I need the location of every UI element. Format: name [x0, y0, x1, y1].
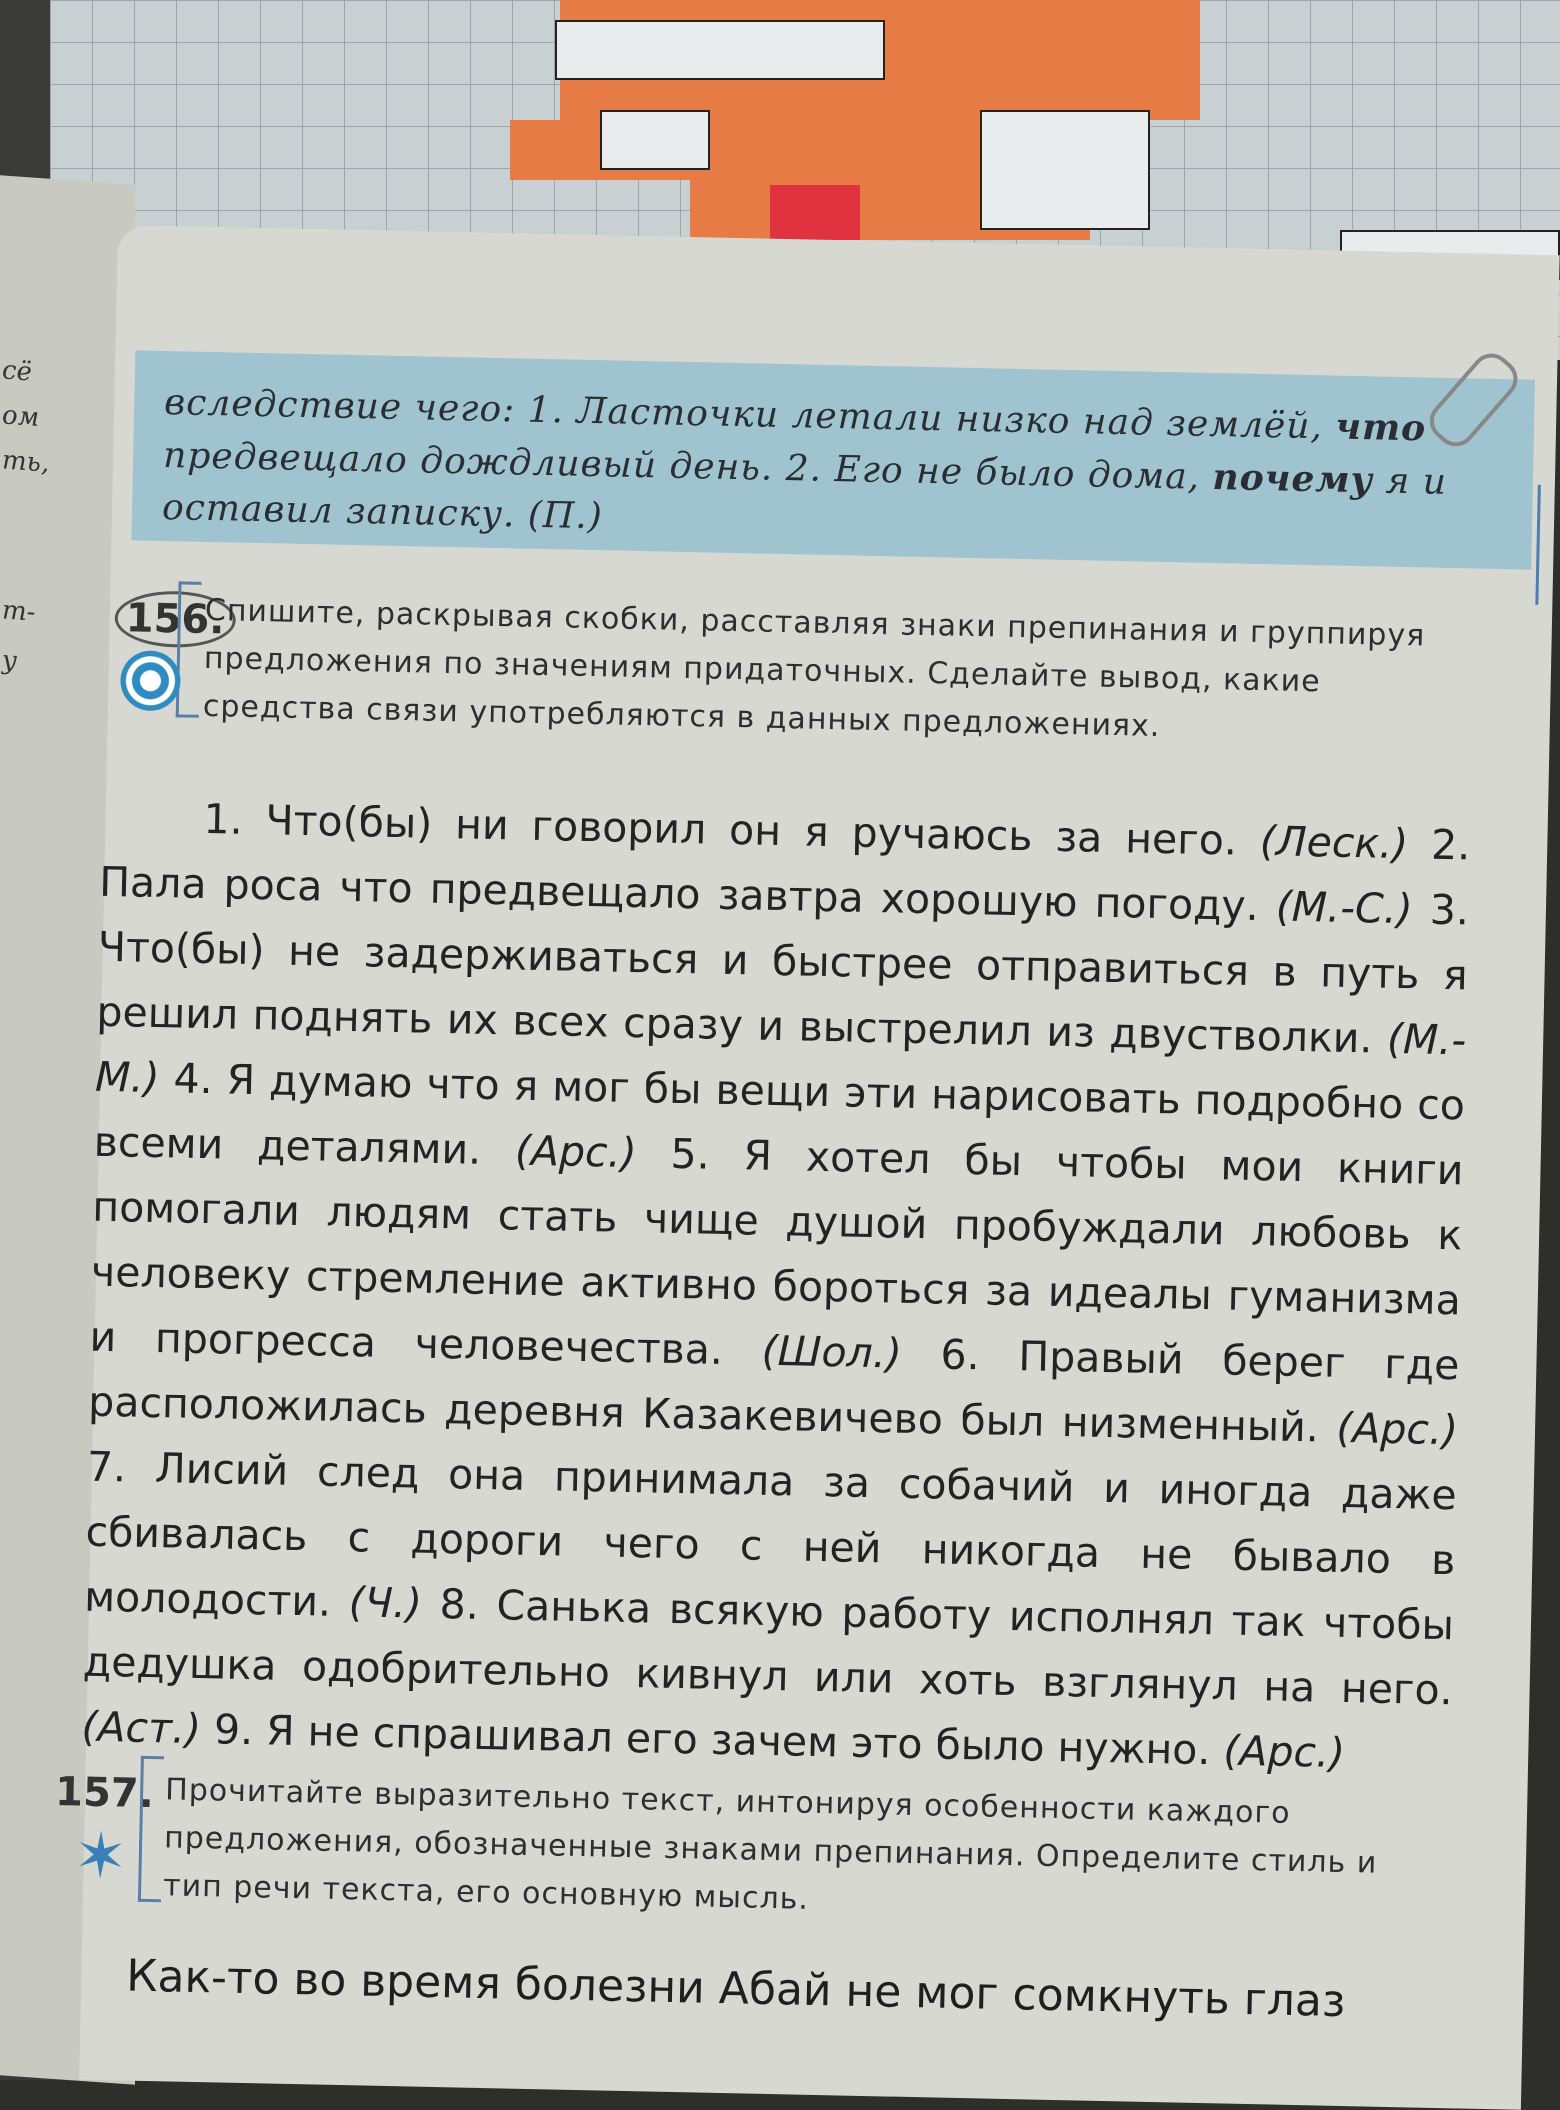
exercise-bracket	[138, 1756, 164, 1902]
left-fragment: т-	[2, 595, 36, 628]
left-fragment: ть,	[2, 445, 50, 479]
textbook-page	[54, 225, 1560, 2110]
rule-bold: что	[1334, 405, 1427, 450]
source: (Арс.)	[1335, 1403, 1459, 1455]
sentence: 6. Правый берег где расположилась деревня Казакевичево был низменный. (Арс.)	[87, 1330, 1460, 1455]
exercise-number: 156.	[114, 590, 236, 649]
source: (Арс.)	[1222, 1726, 1346, 1778]
exercise-task: Прочитайте выразительно текст, интонируя особенности каждого предложения, обозначенные знаками препинания. Определите стиль и тип речи текста, его основную мысль.	[162, 1772, 1378, 1917]
left-fragment: ом	[2, 400, 40, 434]
drawing-red-cell	[770, 185, 860, 240]
sentence: 5. Я хотел бы чтобы мои книги помогали людям стать чище душой пробуждали любовь к человеку стремление активно бороться за идеалы гуманизма и прогресса человечества. (Шол.)	[89, 1129, 1464, 1378]
exercise-bracket	[176, 581, 202, 717]
sentence: 2. Пала роса что предвещало завтра хорошую погоду. (М.-С.)	[98, 820, 1471, 934]
swirl-icon	[120, 650, 181, 711]
rule-text	[162, 376, 1485, 562]
sentence: 8. Санька всякую работу исполнял так чтобы дедушка одобрительно кивнул или хоть взглянул на него. (Аст.)	[81, 1580, 1455, 1754]
source: (М.-С.)	[1275, 882, 1414, 934]
reading-text-start: Как-то во время болезни Абай не мог сомкнуть глаз	[125, 1950, 1346, 2028]
source: (Ч.)	[348, 1578, 423, 1628]
star-icon: ✶	[73, 1819, 129, 1895]
left-fragment: у	[2, 645, 18, 677]
source: (Аст.)	[81, 1702, 202, 1754]
sentence: 3. Что(бы) не задерживаться и быстрее отправиться в путь я решил поднять их всех сразу и выстрелил из двустволки. (М.-М.)	[94, 885, 1470, 1103]
source: (М.-М.)	[94, 1014, 1467, 1103]
exercise-task: Спишите, раскрывая скобки, расставляя знаки препинания и группируя предложения по значениям придаточных. Сделайте вывод, какие средства связи употребляются в данных предложениях.	[202, 592, 1426, 744]
rule-part: я и оставил записку. (П.)	[161, 460, 1448, 538]
drawing-white-cells	[980, 110, 1150, 230]
drawing-white-cells	[600, 110, 710, 170]
rule-bold: почему	[1212, 455, 1374, 502]
drawing-white-cells	[555, 20, 885, 80]
exercise-number: 157.	[54, 1769, 155, 1818]
margin-line	[1535, 485, 1541, 605]
source: (Арс.)	[514, 1126, 638, 1178]
left-fragment: сё	[2, 355, 32, 388]
sentence: 9. Я не спрашивал его зачем это было нужно. (Арс.)	[213, 1705, 1346, 1778]
sentence: 4. Я думаю что я мог бы вещи эти нарисовать подробно со всеми деталями. (Арс.)	[93, 1054, 1466, 1178]
source: (Шол.)	[761, 1326, 903, 1378]
sentence: 1. Что(бы) ни говорил он я ручаюсь за него. (Леск.)	[203, 794, 1409, 869]
rule-lead: вследствие чего:	[163, 382, 516, 431]
rule-part: 1. Ласточки летали низко над землёй,	[514, 389, 1336, 448]
source: (Леск.)	[1259, 817, 1409, 869]
rule-part: предвещало дождливый день. 2. Его не было дома,	[162, 435, 1213, 498]
sentence: 7. Лисий след она принимала за собачий и иногда даже сбивалась с дороги чего с ней никогда не бывало в молодости. (Ч.)	[83, 1442, 1458, 1628]
exercise-sentences	[81, 785, 1471, 1788]
